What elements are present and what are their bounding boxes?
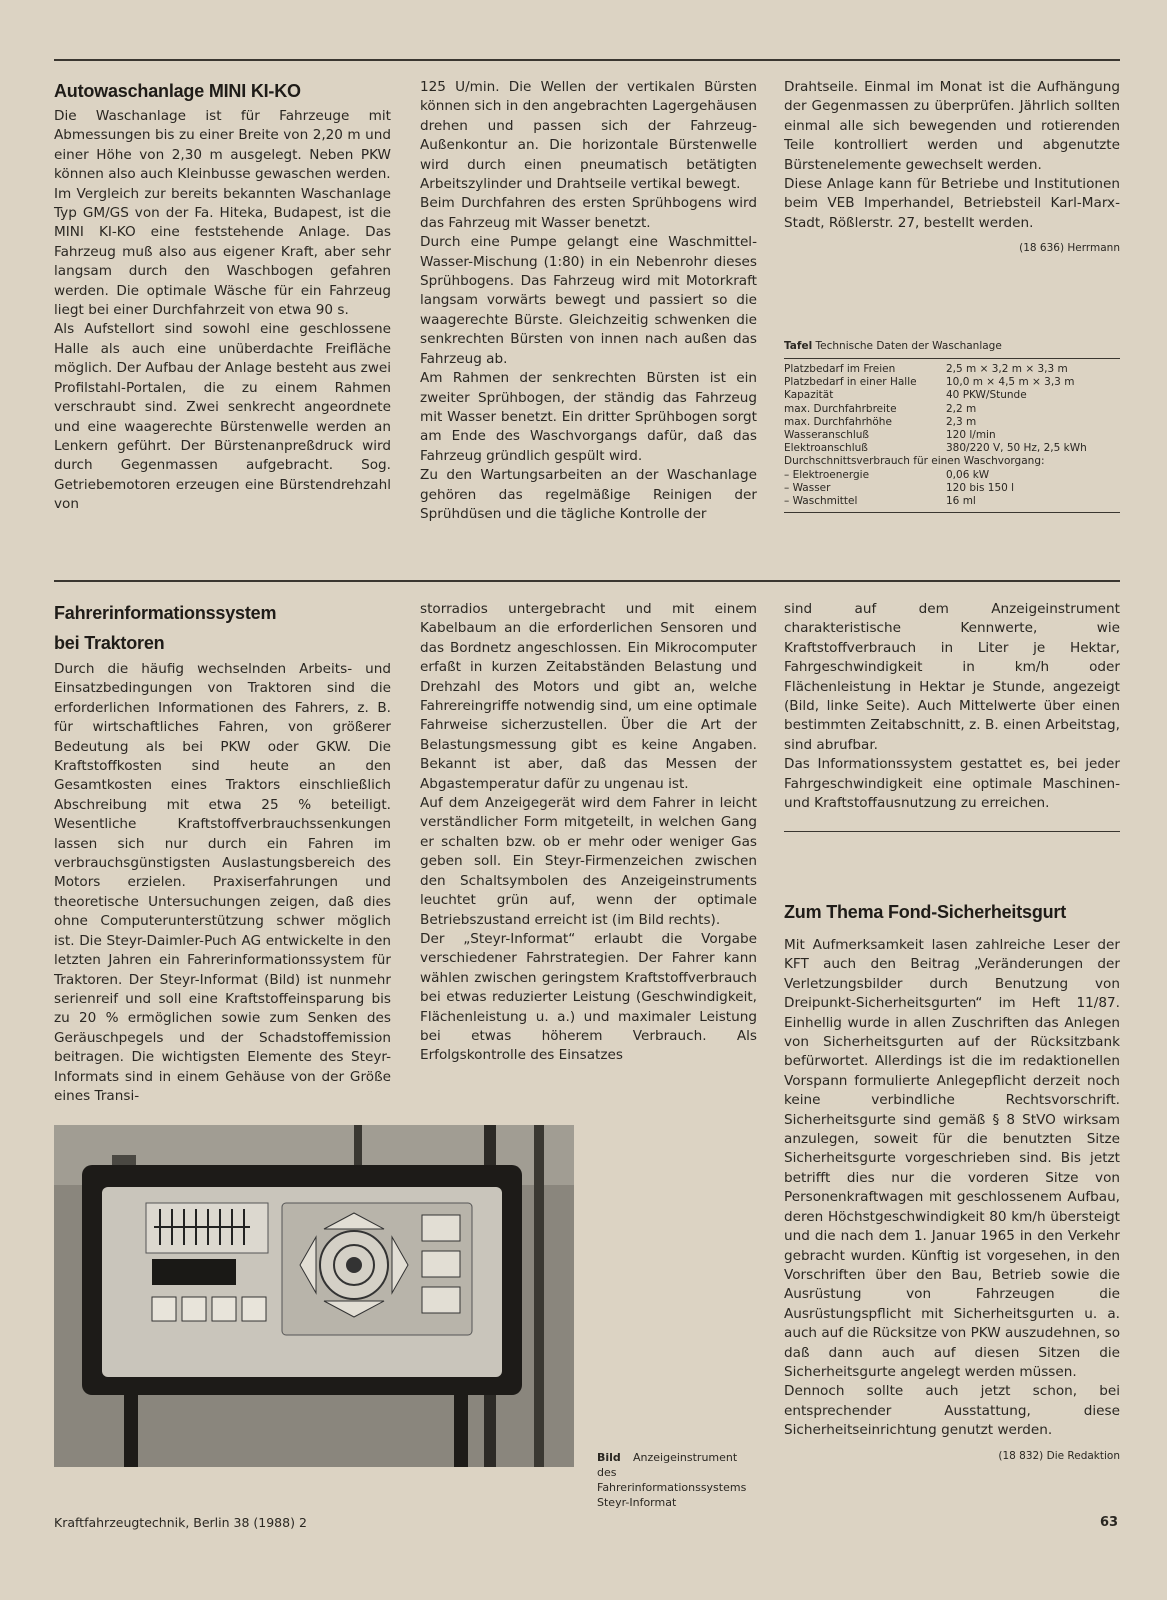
article3-headline: Zum Thema Fond-Sicherheitsgurt [784,902,1067,922]
article2-col2 [420,600,757,1066]
spec-row [784,416,1120,429]
article1-col1 [54,77,391,515]
column-rule [784,831,1120,832]
paragraph: 125 U/min. Die Wellen der vertikalen Bürsten können sich in den angebrachten Lagergehäusen drehen und passen sich der Fahrzeug-Außenkontur an. Die horizontale Bürstenwelle wird durch einen pneumatisch betätigten Arbeitszylinder und Drahtseile vertikal bewegt. [420,79,757,193]
article1-col3 [784,78,1120,259]
article3-col [784,898,1120,1466]
spec-row [784,389,1120,402]
spec-row [784,376,1120,389]
article3-signature: (18 832) Die Redaktion [998,1449,1120,1462]
paragraph: Das Informationssystem gestattet es, bei jeder Fahrgeschwindigkeit eine optimale Maschinen- und Kraftstoffausnutzung zu erreichen. [784,756,1120,812]
paragraph: Durch die häufig wechselnden Arbeits- und Einsatzbedingungen von Traktoren sind die erforderlichen Informationen des Fahrers, z. B. für wirtschaftliches Fahren, von größerer Bedeutung als bei PKW oder GKW. Die Kraftstoffkosten sind heute an den Gesamtkosten eines Traktors einschließlich Abschreibung mit etwa 25 % beteiligt. Wesentliche Kraftstoffverbrauchssenkungen lassen sich nur durch ein Fahren im verbrauchsgünstigsten Auslastungsbereich des Motors erzielen. Praxiserfahrungen und theoretische Untersuchungen zeigen, daß dies ohne Computerunterstützung schwer möglich ist. Die Steyr-Daimler-Puch AG entwickelte in den letzten Jahren ein Fahrerinformationssystem für Traktoren. Der Steyr-Informat (Bild) ist nunmehr serienreif und soll eine Kraftstoffeinsparung bis zu 20 % ermöglichen sowie zum Senken des Geräuschpegels und der Schadstoffemission beitragen. Die wichtigsten Elemente des Steyr-Informats sind in einem Gehäuse von der Größe eines Transi- [54,661,391,1104]
spec-value: 120 bis 150 l [946,481,1015,494]
article1-col2 [420,78,757,524]
spec-key: max. Durchfahrbreite [784,402,897,415]
paragraph: Der „Steyr-Informat“ erlaubt die Vorgabe verschiedener Fahrstrategien. Der Fahrer kann wählen zwischen geringstem Kraftstoffverbrauch bei etwas reduzierter Leistung (Geschwindigkeit, Flächenleistung u. a.) und maximaler Leistung bei etwas höherem Verbrauch. Als Erfolgskontrolle des Einsatzes [420,930,757,1064]
article2-col1 [54,598,391,1106]
spec-table-label: Tafel [784,340,813,352]
spec-row [784,482,1120,495]
spec-row [784,429,1120,442]
spec-row [784,469,1120,482]
top-rule [54,59,1120,61]
article1-headline: Autowaschanlage MINI KI-KO [54,81,301,101]
paragraph: Auf dem Anzeigegerät wird dem Fahrer in leicht verständlicher Form mitgeteilt, in welchen Gang er schalten bzw. ob er mehr oder weniger Gas geben soll. Ein Steyr-Firmenzeichen zwischen den Schaltsymbolen des Anzeigeinstruments leuchtet grün auf, wenn der optimale Betriebszustand erreicht ist (im Bild rechts). [420,795,757,928]
photo-caption [597,1450,747,1510]
footer-journal: Kraftfahrzeugtechnik, Berlin 38 (1988) 2 [54,1515,307,1530]
spec-value: 380/220 V, 50 Hz, 2,5 kWh [946,442,1087,455]
article2-headline [54,598,391,658]
paragraph: Beim Durchfahren des ersten Sprühbogens wird das Fahrzeug mit Wasser benetzt. [420,195,757,231]
article2-col3 [784,600,1120,813]
spec-value: 10,0 m × 4,5 m × 3,3 m [946,376,1075,389]
paragraph: Durch eine Pumpe gelangt eine Waschmittel-Wasser-Mischung (1:80) in ein Nebenrohr dieses Sprühbogens. Das Fahrzeug wird mit Motorkraft langsam vorwärts bewegt und passiert so die waagerechte Bürste. Gleichzeitig schwenken die senkrechten Bürsten von innen nach außen das Fahrzeug ab. [420,234,757,367]
paragraph: Dennoch sollte auch jetzt schon, bei entsprechender Ausstattung, diese Sicherheitseinrichtung genutzt werden. [784,1383,1120,1439]
spec-key: Kapazität [784,389,834,402]
spec-row [784,455,1120,468]
spec-row [784,495,1120,508]
paragraph: Die Waschanlage ist für Fahrzeuge mit Abmessungen bis zu einer Breite von 2,20 m und einer Höhe von 2,30 m ausgelegt. Neben PKW können also auch Kleinbusse gewaschen werden. [54,108,391,183]
page-number: 63 [1100,1515,1119,1530]
spec-value: 2,3 m [946,415,977,428]
article2-headline-line2: bei Traktoren [54,633,165,653]
spec-value: 2,5 m × 3,2 m × 3,3 m [946,363,1068,375]
spec-value: 2,2 m [946,402,977,415]
spec-row [784,442,1120,455]
spec-key: Wasseranschluß [784,429,870,442]
spec-row [784,403,1120,416]
spec-key: Platzbedarf im Freien [784,363,896,375]
section-rule [54,580,1120,582]
caption-label: Bild [597,1451,621,1464]
spec-table [784,340,1120,517]
paragraph: Im Vergleich zur bereits bekannten Waschanlage Typ GM/GS von der Fa. Hiteka, Budapest, ist die MINI KI-KO eine feststehende Anlage. Das Fahrzeug muß also aus eigener Kraft, aber sehr langsam durch den Waschbogen gefahren werden. Die optimale Wäsche für ein Fahrzeug liegt bei einer Durchfahrzeit von etwa 90 s. [54,185,391,319]
instrument-illustration [54,1125,574,1467]
spec-table-rule [784,512,1120,513]
paragraph: Mit Aufmerksamkeit lasen zahlreiche Leser der KFT auch den Beitrag „Veränderungen der Verletzungsbilder durch Benutzung von Dreipunkt-Sicherheitsgurten“ im Heft 11/87. Einhellig wurde in allen Zuschriften das Anlegen von Sicherheitsgurten auf der Rücksitzbank befürwortet. Allerdings ist die im redaktionellen Vorspann formulierte Anlegepflicht derzeit noch keine verbindliche Rechtsvorschrift. Sicherheitsgurte sind gemäß § 8 StVO wirksam anzulegen, soweit für die benutzten Sitze Sicherheitsgurte vorgeschrieben sind. Bis jetzt betrifft dies nur die vorderen Sitze von Personenkraftwagen mit geschlossenem Aufbau, deren Höchstgeschwindigkeit 80 km/h übersteigt und die nach dem 1. Januar 1965 in den Verkehr gebracht wurden. Künftig ist vorgesehen, in den Vorschriften über den Bau, Betrieb sowie die Ausrüstung von Fahrzeugen die Ausrüstungspflicht mit Sicherheitsgurten u. a. auch auf die Rücksitze von PKW auszudehnen, so daß dann auch auf diesen Sitzen die Sicherheitsgurte angelegt werden müssen. [784,937,1121,1380]
caption-text: Anzeigeinstrument des Fahrerinformationssystems Steyr-Informat [597,1451,747,1509]
paragraph: Zu den Wartungsarbeiten an der Waschanlage gehören das regelmäßige Reinigen der Sprühdüsen und die tägliche Kontrolle der [420,467,757,522]
spec-key: Platzbedarf in einer Halle [784,376,917,389]
spec-key: – Waschmittel [784,495,858,508]
spec-key: Durchschnittsverbrauch für einen Waschvorgang: [784,455,1045,468]
spec-key: – Elektroenergie [784,468,870,481]
paragraph: Drahtseile. Einmal im Monat ist die Aufhängung der Gegenmassen zu überprüfen. Jährlich sollten einmal alle sich bewegenden und rotierenden Teile kontrolliert werden und abgenutzte Bürstenelemente gewechselt werden. [784,79,1120,173]
spec-value: 0,06 kW [946,468,990,481]
spec-value: 120 l/min [946,429,996,442]
spec-table-caption: Technische Daten der Waschanlage [815,340,1002,352]
paragraph: Diese Anlage kann für Betriebe und Institutionen beim VEB Imperhandel, Betriebsteil Karl-Marx-Stadt, Rößlerstr. 27, bestellt werden. [784,176,1120,231]
paragraph: storradios untergebracht und mit einem Kabelbaum an die erforderlichen Sensoren und das Bordnetz angeschlossen. Ein Mikrocomputer erfaßt in kurzen Zeitabständen Belastung und Drehzahl des Motors und gibt an, welche Fahrereingriffe notwendig sind, um eine optimale Fahrweise sicherzustellen. Über die Art der Belastungsmessung gibt es keine Angaben. Bekannt ist aber, daß das Messen der Abgastemperatur dafür zu ungenau ist. [420,601,757,792]
paragraph: Am Rahmen der senkrechten Bürsten ist ein zweiter Sprühbogen, der ständig das Fahrzeug mit Wasser benetzt. Ein dritter Sprühbogen sorgt am Ende des Waschvorgangs dafür, daß das Fahrzeug gründlich gespült wird. [420,370,757,464]
paragraph: Als Aufstellort sind sowohl eine geschlossene Halle als auch eine unüberdachte Freifläche möglich. Der Aufbau der Anlage besteht aus zwei Profilstahl-Portalen, die zu einem Rahmen verschraubt sind. Zwei senkrecht angeordnete und eine waagerechte Bürstenwelle werden an Lenkern geführt. Der Bürstenanpreßdruck wird durch Gegenmassen aufgebracht. Sog. Getriebemotoren erzeugen eine Bürstendrehzahl von [54,321,391,513]
steyr-informat-photo [54,1125,574,1467]
spec-table-title [784,340,1120,352]
spec-value: 16 ml [946,495,976,508]
spec-table-body [784,363,1120,508]
spec-key: max. Durchfahrhöhe [784,415,892,428]
article2-headline-line1: Fahrerinformationssystem [54,603,277,623]
spec-value: 40 PKW/Stunde [946,389,1027,402]
spec-key: – Wasser [784,481,831,494]
spec-table-rule [784,358,1120,359]
spec-key: Elektroanschluß [784,442,868,455]
paragraph: sind auf dem Anzeigeinstrument charakteristische Kennwerte, wie Kraftstoffverbrauch in Liter je Hektar, Fahrgeschwindigkeit in km/h oder Flächenleistung in Hektar je Stunde, angezeigt (Bild, linke Seite). Auch Mittelwerte über einen bestimmten Zeitabschnitt, z. B. einen Arbeitstag, sind abrufbar. [784,601,1120,753]
article1-signature: (18 636) Herrmann [1019,242,1120,255]
spec-row [784,363,1120,376]
